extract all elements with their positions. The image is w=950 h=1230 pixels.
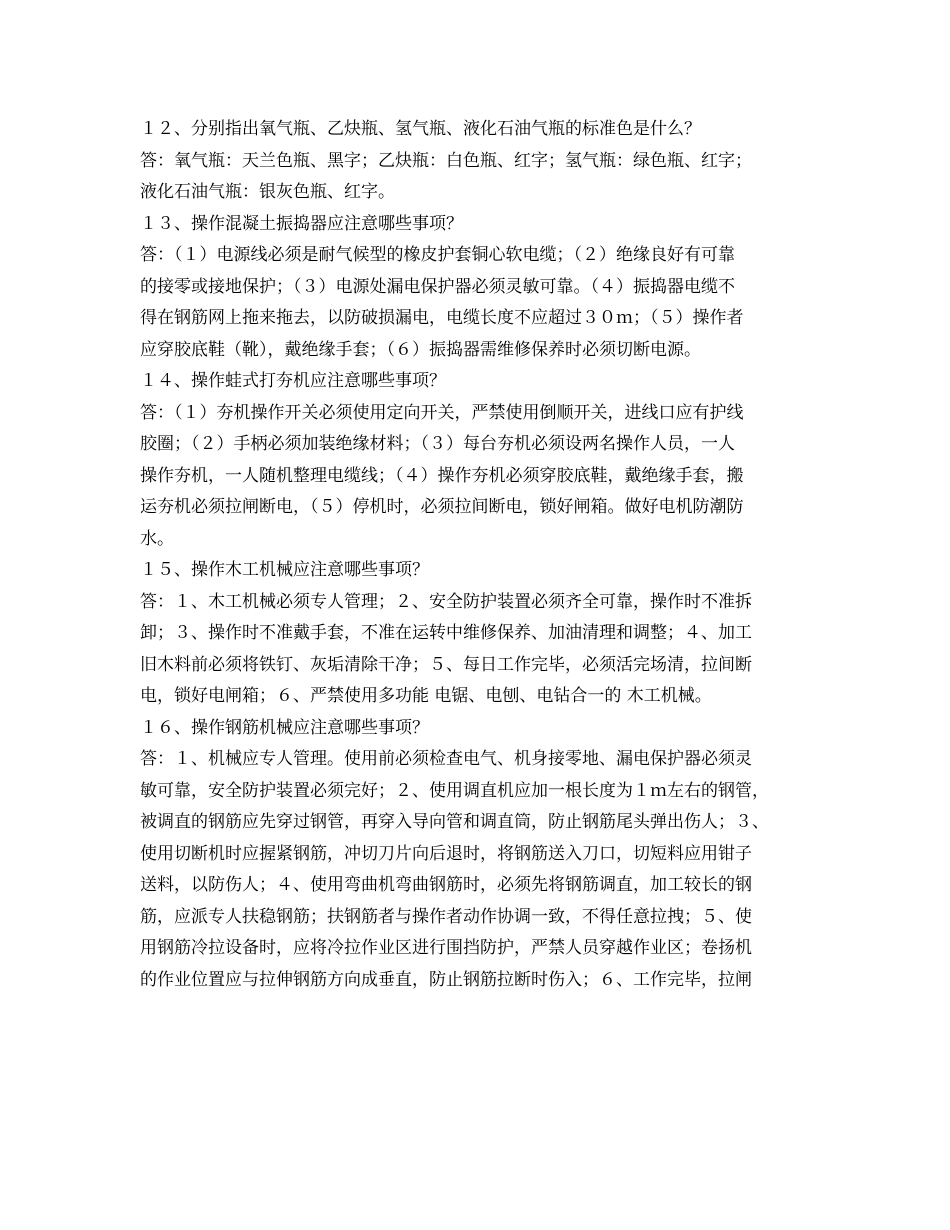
answer-16-line-2: 敏可靠，安全防护装置必须完好；２、使用调直机应加一根长度为１ｍ左右的钢管， (140, 780, 769, 801)
answer-13-line-2: 的接零或接地保护；（３）电源处漏电保护器必须灵敏可靠。（４）振捣器电缆不 (140, 276, 735, 297)
answer-16-line-6: 筋，应派专人扶稳钢筋；扶钢筋者与操作者动作协调一致，不得任意拉拽；５、使 (140, 906, 752, 927)
answer-16-line-7: 用钢筋冷拉设备时，应将冷拉作业区进行围挡防护，严禁人员穿越作业区；卷扬机 (140, 938, 752, 958)
answer-16-line-3: 被调直的钢筋应先穿过钢管，再穿入导向管和调直筒，防止钢筋尾头弹出伤人；３、 (140, 812, 769, 832)
question-16: １６、操作钢筋机械应注意哪些事项？ (140, 717, 429, 738)
answer-15-line-3: 旧木料前必须将铁钉、灰垢清除干净；５、每日工作完毕，必须活完场清，拉间断 (140, 654, 752, 675)
answer-14-line-5: 水。 (140, 528, 174, 549)
answer-13-line-1: 答：（１）电源线必须是耐气候型的橡皮护套铜心软电缆；（２）绝缘良好有可靠 (140, 245, 735, 265)
answer-15-line-2: 卸；３、操作时不准戴手套，不准在运转中维修保养、加油清理和调整；４、加工 (140, 623, 752, 643)
answer-16-line-8: 的作业位置应与拉伸钢筋方向成垂直，防止钢筋拉断时伤入；６、工作完毕，拉闸 (140, 969, 752, 990)
answer-13-line-3: 得在钢筋网上拖来拖去，以防破损漏电，电缆长度不应超过３０ｍ；（５）操作者 (140, 308, 744, 328)
answer-12-line-2: 液化石油气瓶：银灰色瓶、红字。 (140, 182, 395, 202)
question-15: １５、操作木工机械应注意哪些事项？ (140, 560, 429, 580)
document-body (140, 114, 825, 996)
answer-16-line-4: 使用切断机时应握紧钢筋，冲切刀片向后退时，将钢筋送入刀口，切短料应用钳子 (140, 843, 752, 864)
answer-16-line-1: 答：１、机械应专人管理。使用前必须检查电气、机身接零地、漏电保护器必须灵 (140, 749, 752, 769)
answer-14-line-3: 操作夯机，一人随机整理电缆线；（４）操作夯机必须穿胶底鞋，戴绝缘手套，搬 (140, 465, 744, 486)
answer-13-line-4: 应穿胶底鞋（靴），戴绝缘手套；（６）振捣器需维修保养时必须切断电源。 (140, 339, 701, 360)
answer-15-line-1: 答：１、木工机械必须专人管理；２、安全防护装置必须齐全可靠，操作时不准拆 (140, 591, 752, 612)
answer-15-line-4: 电，锁好电闸箱；６、严禁使用多功能 电锯、电刨、电钻合一的 木工机械。 (140, 686, 712, 706)
question-14: １４、操作蛙式打夯机应注意哪些事项？ (140, 371, 446, 391)
question-13: １３、操作混凝土振捣器应注意哪些事项？ (140, 213, 463, 234)
answer-14-line-1: 答：（１）夯机操作开关必须使用定向开关，严禁使用倒顺开关，进线口应有护线 (140, 402, 744, 423)
answer-12-line-1: 答：氧气瓶：天兰色瓶、黑字；乙炔瓶：白色瓶、红字；氢气瓶：绿色瓶、红字； (140, 150, 752, 171)
answer-14-line-4: 运夯机必须拉闸断电，（５）停机时，必须拉间断电，锁好闸箱。做好电机防潮防 (140, 497, 744, 517)
answer-14-line-2: 胶圈；（２）手柄必须加装绝缘材料；（３）每台夯机必须设两名操作人员，一人 (140, 434, 735, 454)
question-12: １２、分别指出氧气瓶、乙炔瓶、氢气瓶、液化石油气瓶的标准色是什么？ (140, 119, 701, 139)
answer-16-line-5: 送料，以防伤人；４、使用弯曲机弯曲钢筋时，必须先将钢筋调直，加工较长的钢 (140, 875, 752, 895)
